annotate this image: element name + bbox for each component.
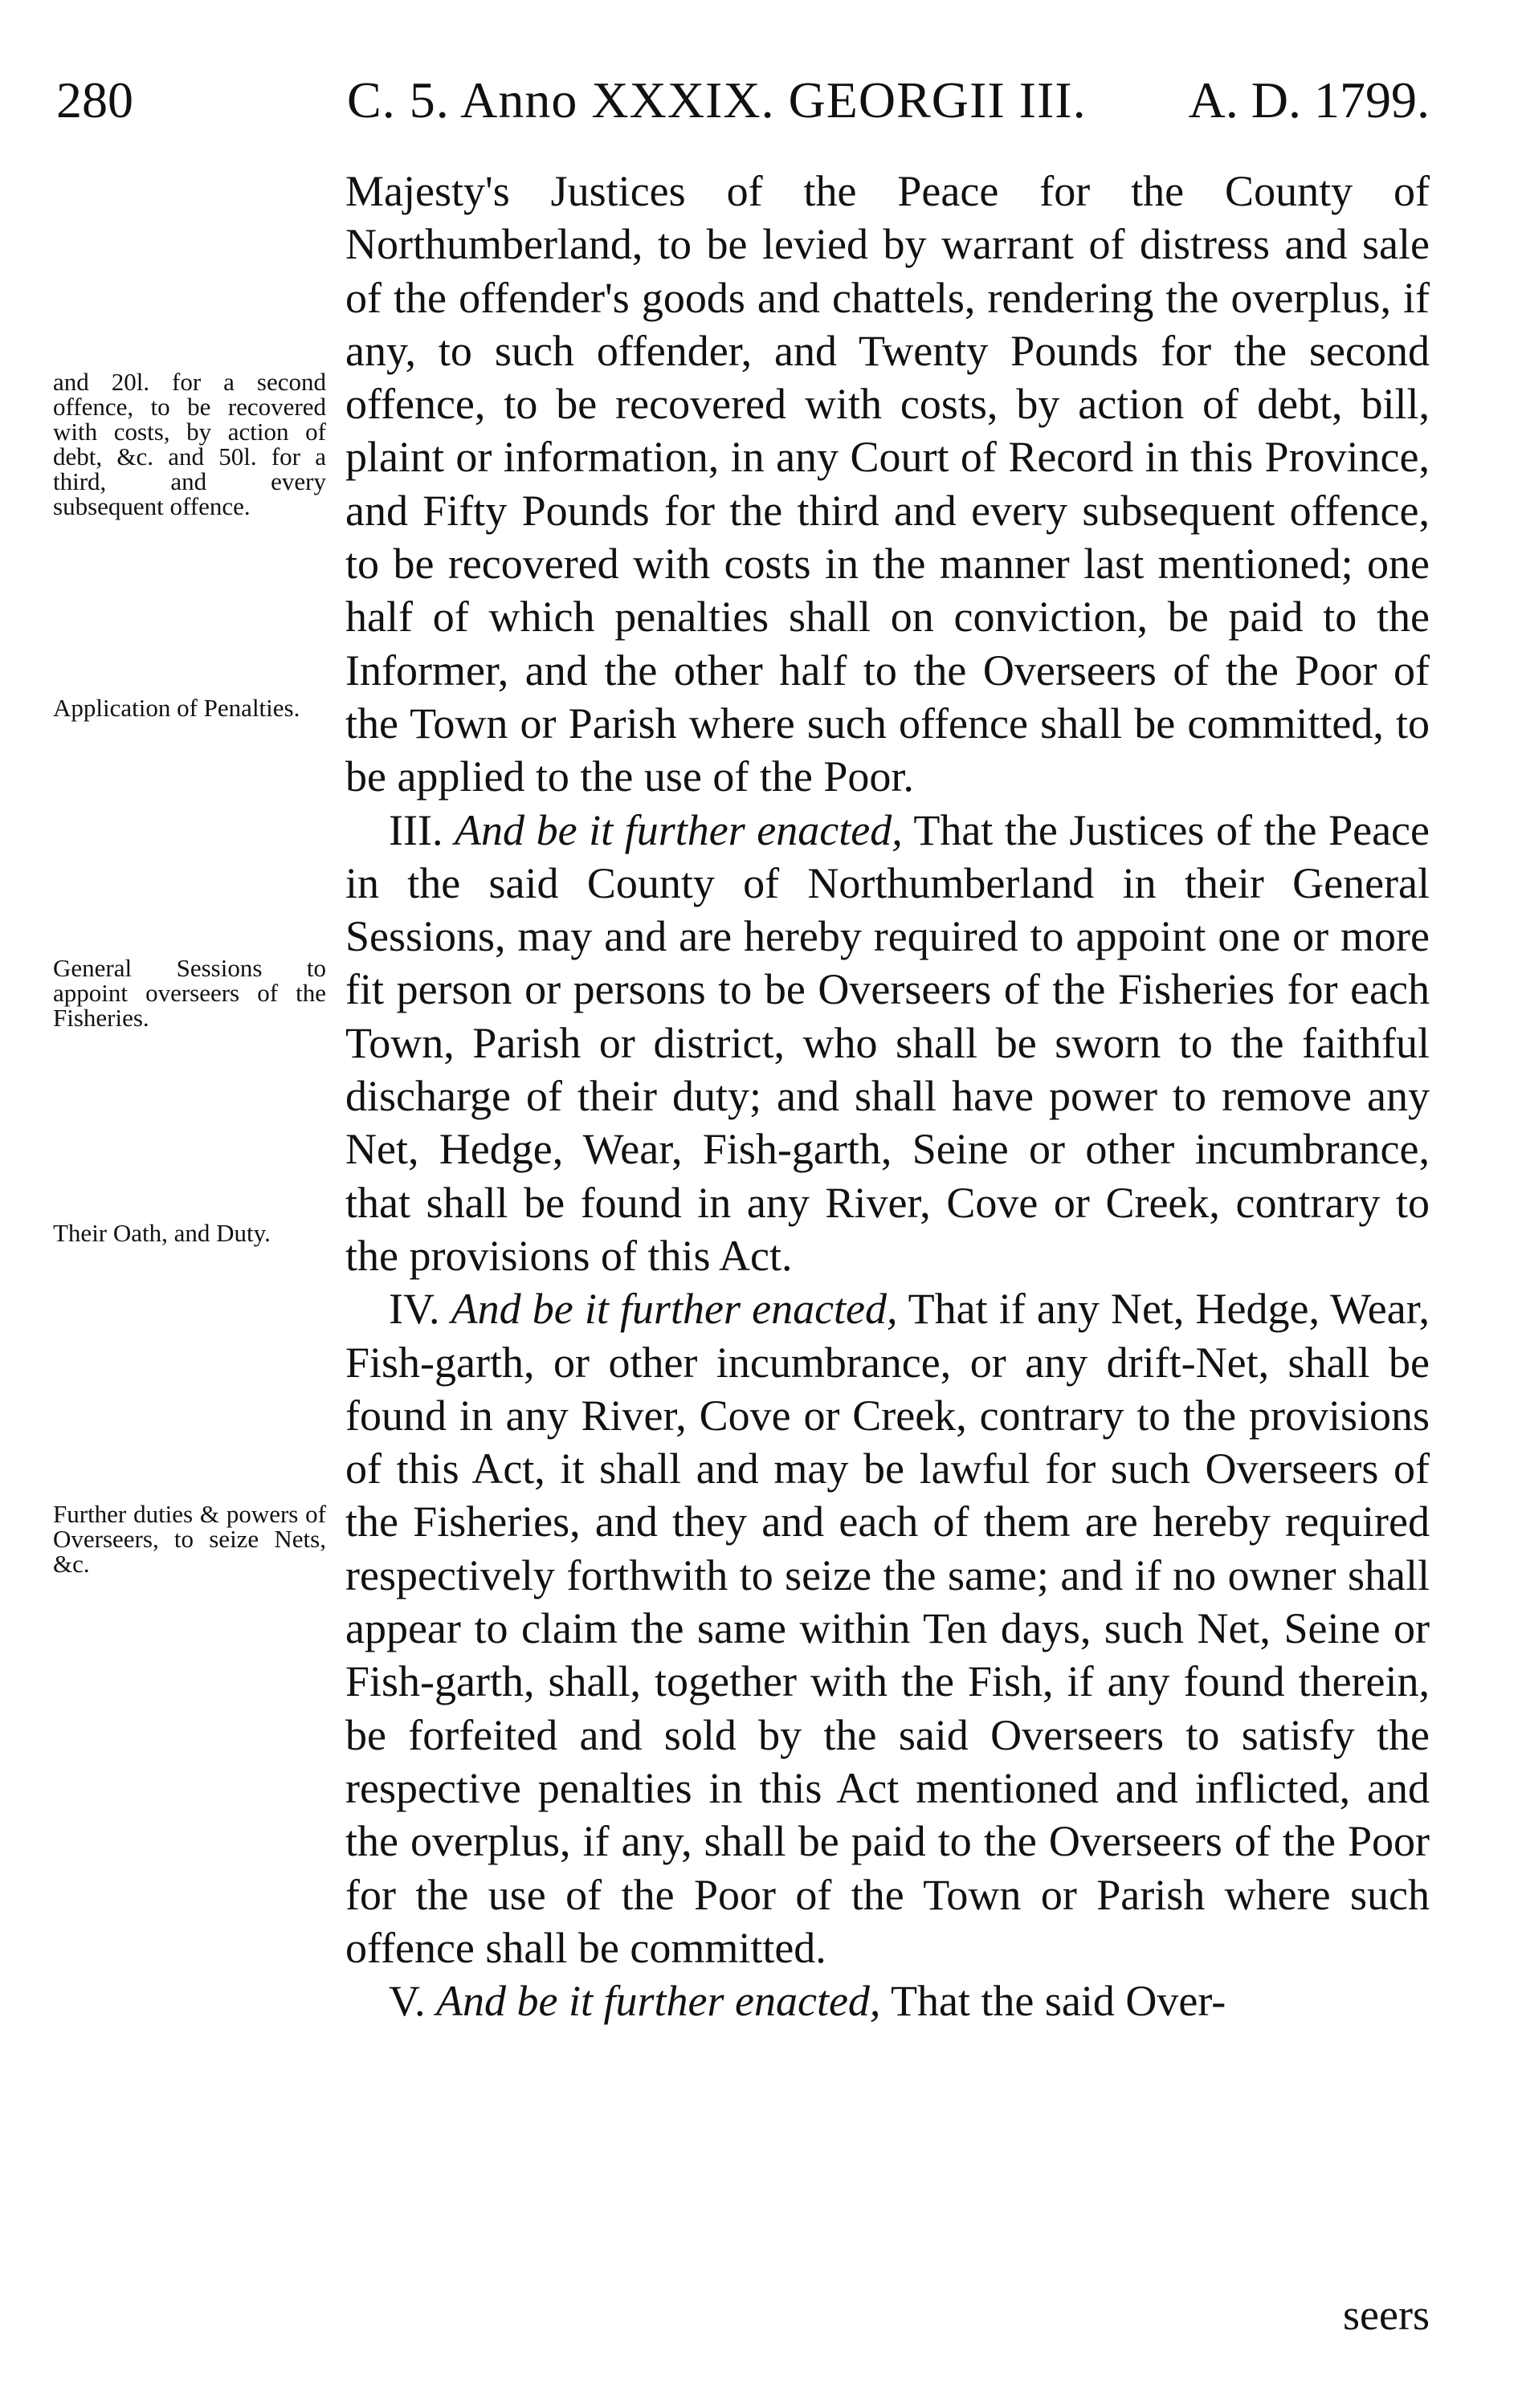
margin-note-penalties: and 20l. for a second offence, to be recovered with costs, by action of debt, &c. and 50l. for a third, and every subsequent offence. [53,368,326,520]
section-number: IV. [389,1285,440,1334]
section-number: III. [389,805,443,854]
section-iv [345,1282,1430,1974]
page-number: 280 [56,71,133,128]
paragraph-1: Majesty's Justices of the Peace for the County of Northumberland, to be levied by warrant of distress and sale of the offender's goods and chattels, rendering the overplus, if any, to such offender, and Twenty Pounds for the second offence, to be recovered with costs, by action of debt, bill, plaint or information, in any Court of Record in this Province, and Fifty Pounds for the third and every subsequent offence, to be recovered with costs in the manner last mentioned; one half of which penalties shall on conviction, be paid to the Informer, and the other half to the Overseers of the Poor of the Town or Parish where such offence shall be committed, to be applied to the use of the Poor. [345,167,1430,801]
enacting-clause: And be it further enacted, [451,1285,898,1334]
running-title: C. 5. Anno XXXIX. GEORGII III. [347,71,1087,128]
section-text: That the Justices of the Peace in the said County of Northumberland in their General Sessions, may and are hereby required to appoint one or more fit person or persons to be Overseers of the Fisheries for each Town, Parish or district, who shall be sworn to the faithful discharge of their duty; and shall have power to remove any Net, Hedge, Wear, Fish-garth, Seine or other incumbrance, that shall be found in any River, Cove or Creek, contrary to the provisions of this Act. [345,805,1430,1280]
section-v [345,1974,1430,2027]
margin-note-application: Application of Penalties. [53,694,300,722]
header-date: A. D. 1799. [1188,71,1430,128]
margin-note-oath: Their Oath, and Duty. [53,1219,271,1247]
running-header [56,71,1430,135]
margin-note-powers: Further duties & powers of Overseers, to seize Nets, &c. [53,1500,326,1578]
margin-note-sessions: General Sessions to appoint overseers of the Fisheries. [53,954,326,1032]
main-text [345,165,1430,2027]
section-number: V. [389,1977,426,2026]
section-iii [345,804,1430,1283]
section-text: That if any Net, Hedge, Wear, Fish-garth, or other incumbrance, or any drift-Net, shall be found in any River, Cove or Creek, contrary to the provisions of this Act, it shall and may be lawful for such Overseers of the Fisheries, and they and each of them are hereby required respectively forthwith to seize the same; and if no owner shall appear to claim the same within Ten days, such Net, Seine or Fish-garth, shall, together with the Fish, if any found therein, be forfeited and sold by the said Overseers to satisfy the respective penalties in this Act mentioned and inflicted, and the overplus, if any, shall be paid to the Overseers of the Poor for the use of the Poor of the Town or Parish where such offence shall be committed. [345,1285,1430,1972]
enacting-clause: And be it further enacted, [455,805,903,854]
catchword: seers [1343,2291,1430,2339]
enacting-clause: And be it further enacted, [436,1977,881,2026]
section-text: That the said Over- [890,1977,1226,2026]
